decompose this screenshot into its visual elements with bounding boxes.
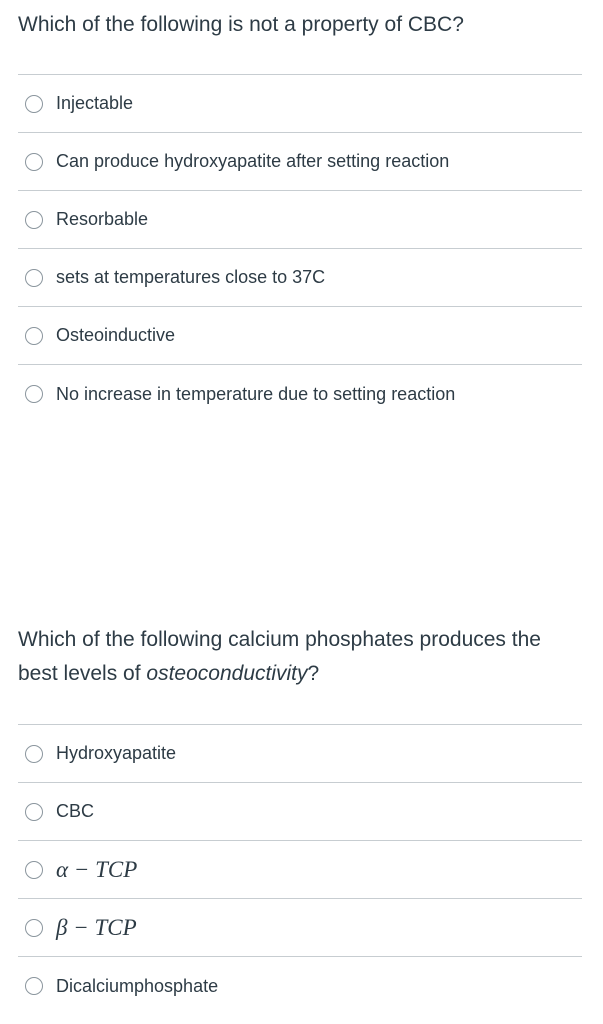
answer-option[interactable] xyxy=(18,365,582,423)
answer-label: No increase in temperature due to setting reaction xyxy=(56,383,456,404)
radio-button[interactable] xyxy=(25,919,43,937)
answer-option[interactable] xyxy=(18,75,582,133)
answer-label: Dicalciumphosphate xyxy=(56,975,219,996)
answer-option[interactable] xyxy=(18,841,582,899)
answer-label: Resorbable xyxy=(56,209,149,229)
answer-label: Injectable xyxy=(56,93,134,113)
answer-option[interactable] xyxy=(18,899,582,957)
question-2-text xyxy=(18,623,582,691)
radio-button[interactable] xyxy=(25,327,43,345)
question-2-answers xyxy=(18,724,582,1015)
radio-button[interactable] xyxy=(25,153,43,171)
answer-option[interactable] xyxy=(18,725,582,783)
radio-button[interactable] xyxy=(25,269,43,287)
question-2-text-end: ? xyxy=(307,662,320,685)
answer-label: Can produce hydroxyapatite after setting reaction xyxy=(56,151,450,171)
answer-option[interactable] xyxy=(18,957,582,1015)
question-2-text-start: Which of the following calcium phosphates produces the best levels of xyxy=(18,628,541,685)
question-1 xyxy=(18,8,582,42)
answer-label: β − TCP xyxy=(56,914,137,940)
answer-label: CBC xyxy=(56,801,95,821)
radio-button[interactable] xyxy=(25,385,43,403)
radio-button[interactable] xyxy=(25,977,43,995)
answer-option[interactable] xyxy=(18,191,582,249)
radio-button[interactable] xyxy=(25,803,43,821)
radio-button[interactable] xyxy=(25,745,43,763)
answer-label: α − TCP xyxy=(56,856,138,882)
radio-button[interactable] xyxy=(25,211,43,229)
radio-button[interactable] xyxy=(25,95,43,113)
answer-option[interactable] xyxy=(18,307,582,365)
question-1-text: Which of the following is not a property of CBC? xyxy=(18,13,464,36)
answer-label: sets at temperatures close to 37C xyxy=(56,267,326,287)
radio-button[interactable] xyxy=(25,861,43,879)
answer-option[interactable] xyxy=(18,249,582,307)
answer-option[interactable] xyxy=(18,133,582,191)
answer-label: Hydroxyapatite xyxy=(56,743,177,763)
question-2 xyxy=(18,623,582,691)
answer-label: Osteoinductive xyxy=(56,325,176,345)
answer-option[interactable] xyxy=(18,783,582,841)
question-2-text-emphasis: osteoconductivity xyxy=(146,662,308,685)
question-1-answers xyxy=(18,74,582,423)
